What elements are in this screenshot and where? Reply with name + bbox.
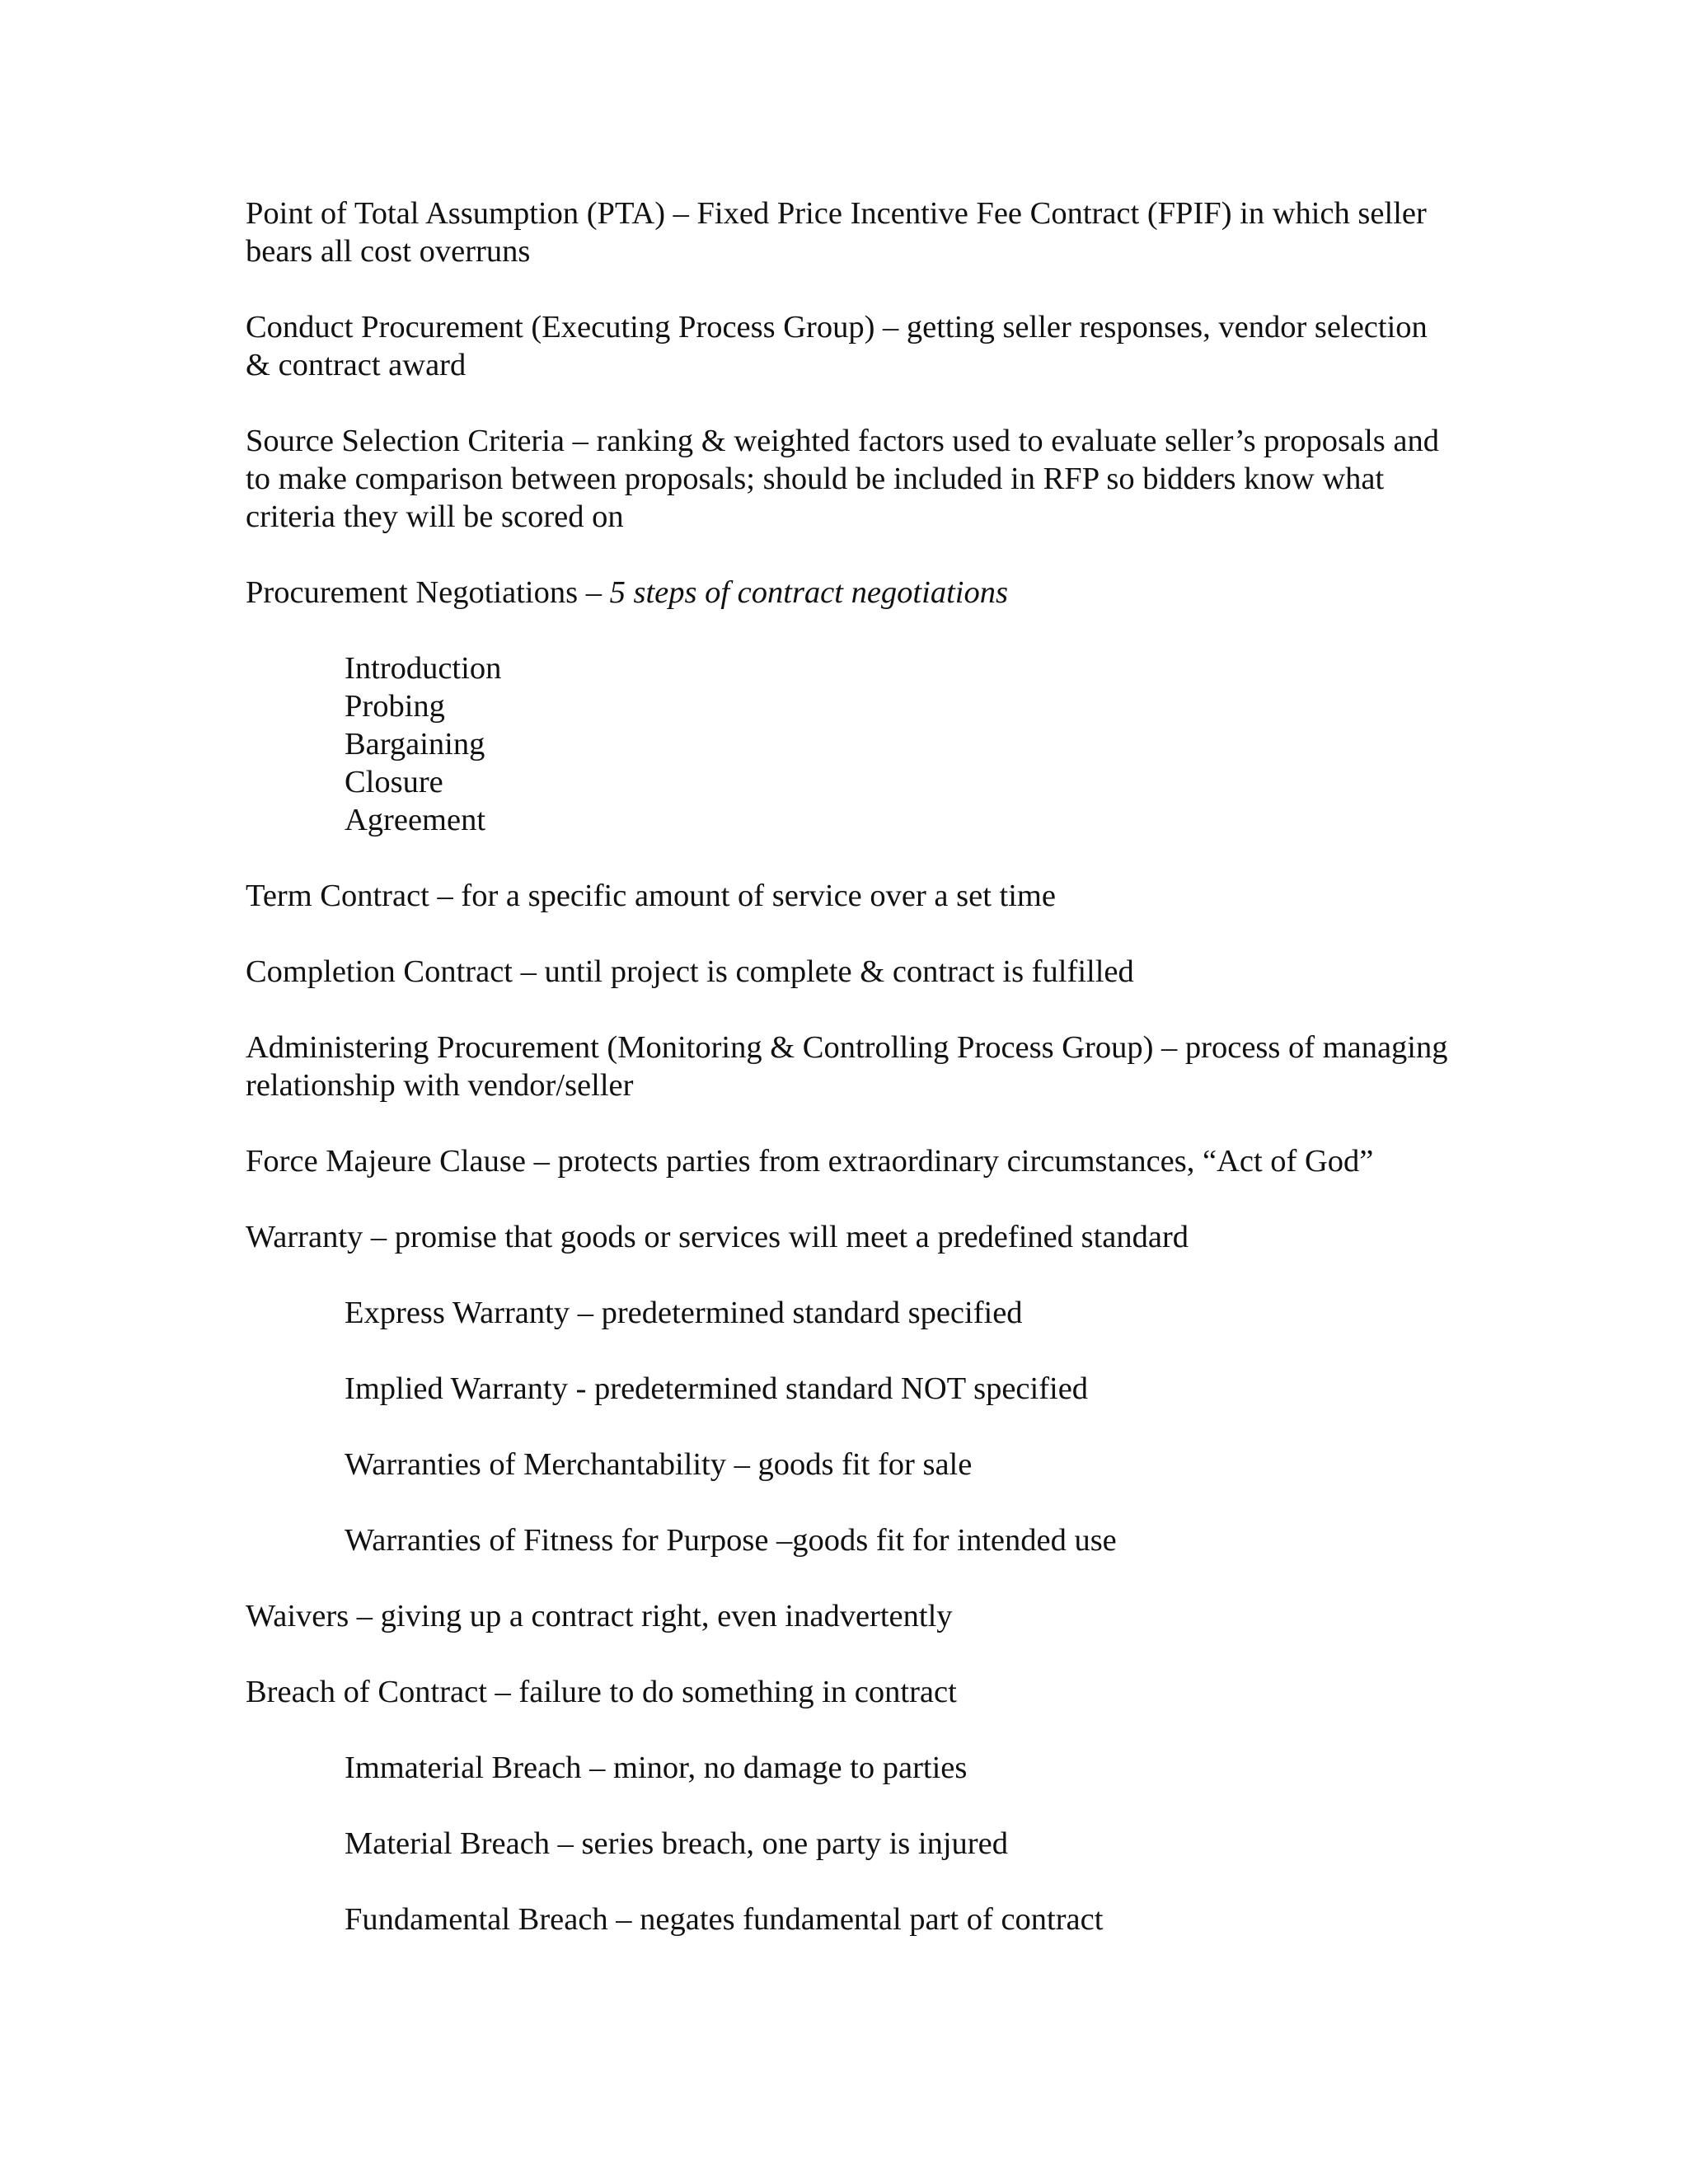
negotiation-steps-list: [345, 649, 1457, 839]
entry-warranty: Warranty – promise that goods or services will meet a predefined standard: [246, 1220, 1189, 1254]
entry-completion-contract: Completion Contract – until project is complete & contract is fulfilled: [246, 954, 1134, 989]
warranty-type-merchantability: Warranties of Merchantability – goods fit for sale: [345, 1447, 973, 1482]
list-item: Closure: [345, 765, 443, 799]
negotiations-italic: 5 steps of contract negotiations: [609, 575, 1008, 610]
entry-waivers: Waivers – giving up a contract right, even inadvertently: [246, 1599, 953, 1633]
list-item: Introduction: [345, 651, 502, 686]
breach-type-fundamental: Fundamental Breach – negates fundamental part of contract: [345, 1902, 1104, 1937]
entry-breach-of-contract: Breach of Contract – failure to do something in contract: [246, 1675, 957, 1709]
list-item: Agreement: [345, 803, 486, 837]
entry-procurement-negotiations: [246, 574, 1457, 612]
negotiations-lead: Procurement Negotiations –: [246, 575, 610, 610]
warranty-type-express: Express Warranty – predetermined standard specified: [345, 1296, 1023, 1330]
document-page: [246, 194, 1457, 1976]
entry-source-selection-criteria: Source Selection Criteria – ranking & weighted factors used to evaluate seller’s proposals and to make comparison between proposals; should be included in RFP so bidders know what criteria they will be scored on: [246, 424, 1439, 534]
breach-type-immaterial: Immaterial Breach – minor, no damage to parties: [345, 1750, 968, 1785]
entry-pta: Point of Total Assumption (PTA) – Fixed Price Incentive Fee Contract (FPIF) in which seller bears all cost overruns: [246, 196, 1427, 269]
entry-force-majeure: Force Majeure Clause – protects parties from extraordinary circumstances, “Act of God”: [246, 1144, 1374, 1179]
entry-conduct-procurement: Conduct Procurement (Executing Process Group) – getting seller responses, vendor selection & contract award: [246, 310, 1428, 382]
entry-administering-procurement: Administering Procurement (Monitoring & Controlling Process Group) – process of managing relationship with vendor/seller: [246, 1030, 1448, 1103]
list-item: Bargaining: [345, 727, 485, 762]
warranty-type-implied: Implied Warranty - predetermined standard NOT specified: [345, 1371, 1089, 1406]
list-item: Probing: [345, 689, 445, 724]
warranty-type-fitness: Warranties of Fitness for Purpose –goods fit for intended use: [345, 1523, 1117, 1558]
entry-term-contract: Term Contract – for a specific amount of service over a set time: [246, 879, 1056, 913]
breach-type-material: Material Breach – series breach, one party is injured: [345, 1826, 1008, 1861]
